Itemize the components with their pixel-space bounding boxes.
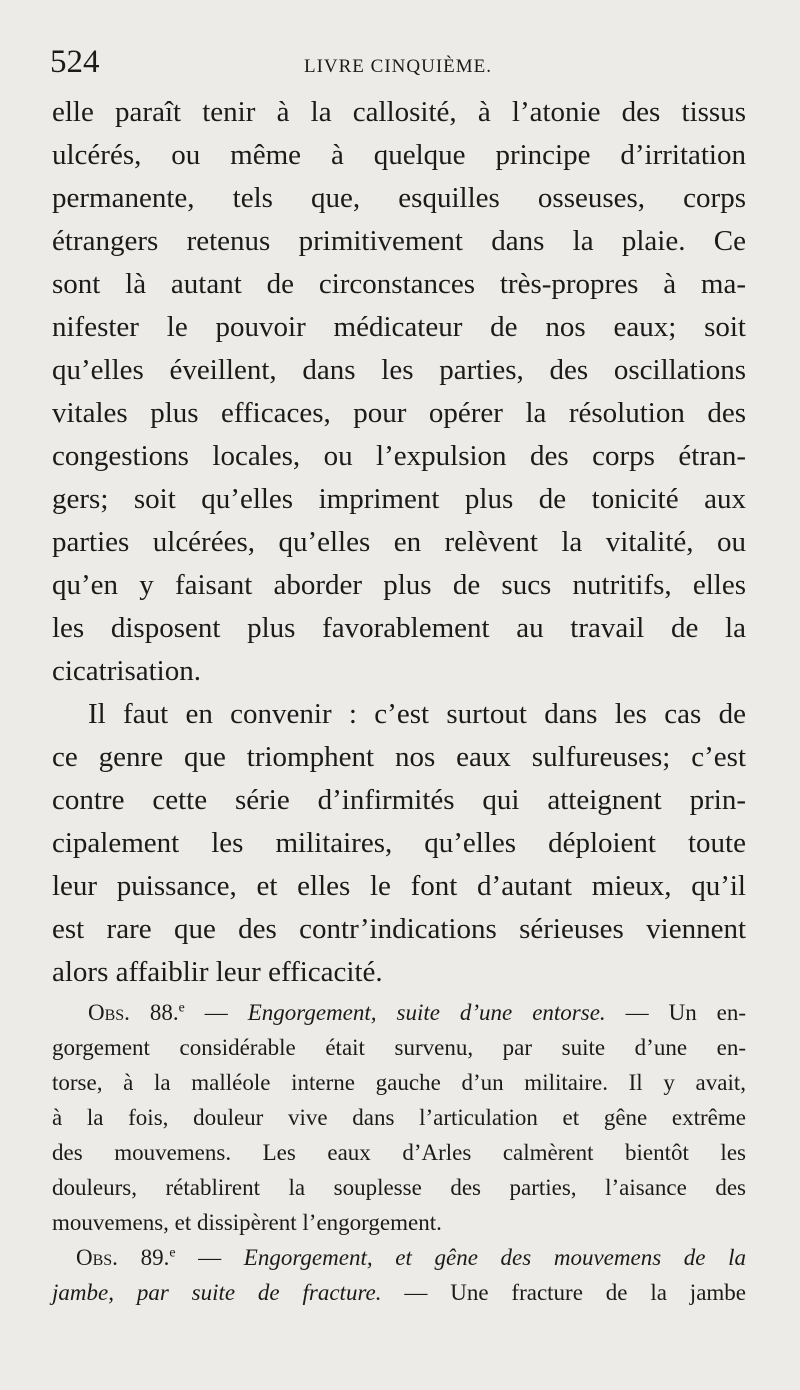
obs-number: 89.	[140, 1245, 170, 1270]
text-line: contre cette série d’infirmités qui atteignent prin-	[52, 784, 746, 816]
obs-label: Obs.	[88, 1000, 130, 1025]
text-line: parties ulcérées, qu’elles en relèvent la vitalité, ou	[52, 526, 746, 558]
text-line: cipalement les militaires, qu’elles déploient toute	[52, 827, 746, 859]
page-number: 524	[50, 44, 100, 80]
obs-text: — Une fracture de la jambe	[404, 1280, 746, 1305]
obs-dash: —	[198, 1245, 222, 1270]
paragraph-start-line: Il faut en convenir : c’est surtout dans les cas de	[88, 698, 746, 730]
text-line: nifester le pouvoir médicateur de nos eaux; soit	[52, 311, 746, 343]
obs-superscript: e	[169, 1244, 176, 1260]
obs-title: Engorgement, suite d’une entorse.	[247, 1000, 606, 1025]
obs-text-line	[52, 1280, 746, 1306]
text-line: cicatrisation.	[52, 655, 201, 687]
text-line: qu’elles éveillent, dans les parties, des oscillations	[52, 354, 746, 386]
obs-text-line: à la fois, douleur vive dans l’articulation et gêne extrême	[52, 1105, 746, 1130]
obs-text-line: torse, à la malléole interne gauche d’un militaire. Il y avait,	[52, 1070, 746, 1095]
obs-text-line: mouvemens, et dissipèrent l’engorgement.	[52, 1210, 442, 1235]
obs-text-line: gorgement considérable était survenu, par suite d’une en-	[52, 1035, 746, 1060]
text-line: alors affaiblir leur efficacité.	[52, 956, 383, 988]
text-line: qu’en y faisant aborder plus de sucs nutritifs, elles	[52, 569, 746, 601]
obs-number: 88.	[149, 1000, 179, 1025]
text-line: ulcérés, ou même à quelque principe d’irritation	[52, 139, 746, 171]
text-line: permanente, tels que, esquilles osseuses, corps	[52, 182, 746, 214]
text-line: gers; soit qu’elles impriment plus de tonicité aux	[52, 483, 746, 515]
page-header	[50, 44, 746, 84]
text-line: ce genre que triomphent nos eaux sulfureuses; c’est	[52, 741, 746, 773]
obs-text-line: des mouvemens. Les eaux d’Arles calmèrent bientôt les	[52, 1140, 746, 1165]
text-line: les disposent plus favorablement au travail de la	[52, 612, 746, 644]
text-line: sont là autant de circonstances très-propres à ma-	[52, 268, 746, 300]
text-line: leur puissance, et elles le font d’autant mieux, qu’il	[52, 870, 746, 902]
observation-heading	[88, 1000, 746, 1026]
obs-text-line: douleurs, rétablirent la souplesse des parties, l’aisance des	[52, 1175, 746, 1200]
running-title: LIVRE CINQUIÈME.	[303, 56, 493, 77]
obs-title: Engorgement, et gêne des mouvemens de la	[243, 1245, 747, 1270]
observation-heading	[76, 1245, 746, 1271]
obs-superscript: e	[178, 999, 185, 1015]
text-line: est rare que des contr’indications sérieuses viennent	[52, 913, 746, 945]
obs-text: — Un en-	[625, 1000, 747, 1025]
obs-dash: —	[204, 1000, 228, 1025]
text-line: congestions locales, ou l’expulsion des corps étran-	[52, 440, 746, 472]
obs-title: jambe, par suite de fracture.	[52, 1280, 382, 1305]
obs-label: Obs.	[76, 1245, 118, 1270]
text-line: étrangers retenus primitivement dans la plaie. Ce	[52, 225, 746, 257]
text-line: vitales plus efficaces, pour opérer la résolution des	[52, 397, 746, 429]
text-line: elle paraît tenir à la callosité, à l’atonie des tissus	[52, 96, 746, 128]
